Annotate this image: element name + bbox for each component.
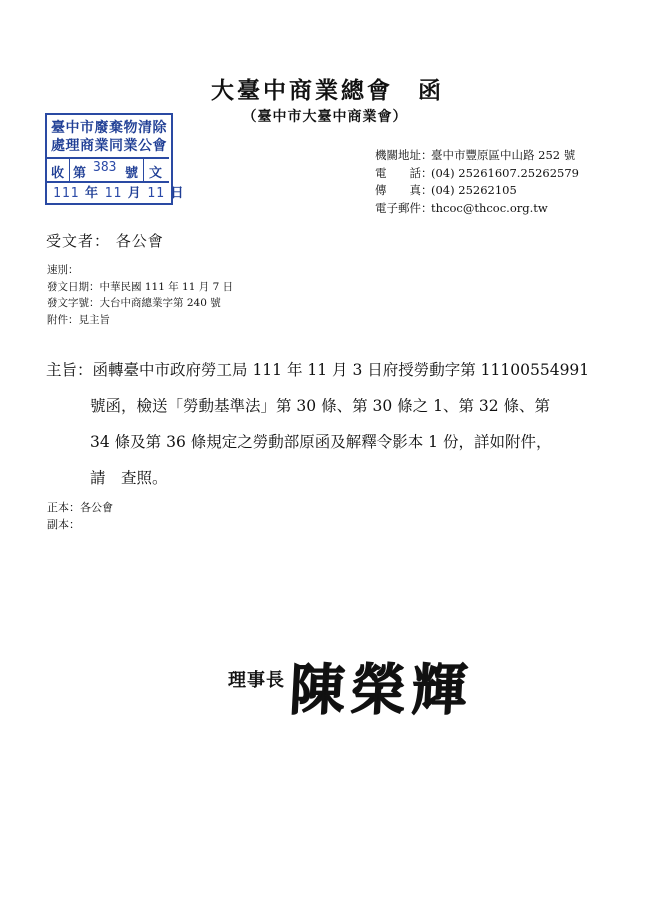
subject-line-4: 請 查照。 bbox=[90, 469, 168, 487]
original-label: 正本： bbox=[47, 501, 80, 514]
address-row bbox=[375, 147, 579, 165]
stamp-date bbox=[53, 182, 185, 201]
stamp-number-row bbox=[45, 157, 169, 183]
address-value: 臺中市豐原區中山路 252 號 bbox=[431, 148, 576, 162]
stamp-org-line1: 臺中市廢棄物清除 bbox=[51, 120, 167, 136]
fax-value: (04) 25262105 bbox=[431, 183, 517, 197]
received-stamp bbox=[45, 113, 185, 205]
recipient bbox=[46, 230, 164, 251]
subject-line-2: 號函，檢送「勞動基準法」第 30 條、第 30 條之 1、第 32 條、第 bbox=[90, 397, 551, 415]
reference-value: 大台中商總業字第 240 號 bbox=[99, 297, 221, 309]
stamp-hao-label: 號 bbox=[125, 166, 139, 181]
reference-row bbox=[47, 295, 233, 312]
document-meta bbox=[47, 262, 233, 328]
speed-row: 速別： bbox=[47, 264, 79, 276]
original-value: 各公會 bbox=[80, 501, 113, 514]
stamp-org-line2: 處理商業同業公會 bbox=[51, 138, 167, 154]
subject-line-1 bbox=[46, 352, 616, 388]
attachment-value: 見主旨 bbox=[78, 313, 110, 326]
signature-block bbox=[228, 640, 478, 720]
subject-line-3: 34 條及第 36 條規定之勞動部原函及解釋令影本 1 份，詳如附件， bbox=[90, 433, 552, 451]
phone-value: (04) 25261607.25262579 bbox=[431, 165, 579, 180]
date-row bbox=[47, 279, 233, 296]
stamp-number: 383 bbox=[93, 160, 117, 175]
recipient-value: 各公會 bbox=[115, 232, 164, 250]
contact-block bbox=[375, 147, 579, 217]
reference-label: 發文字號： bbox=[47, 297, 100, 309]
stamp-recv-label: 收 bbox=[51, 166, 65, 181]
stamp-year-label: 年 bbox=[85, 186, 100, 201]
phone-label: 電 話： bbox=[375, 165, 433, 180]
stamp-day: 11 bbox=[147, 186, 165, 201]
stamp-divider bbox=[143, 159, 144, 181]
stamp-divider bbox=[69, 159, 70, 181]
subject-text-1: 函轉臺中市政府勞工局 111 年 11 月 3 日府授勞動字第 11100554991 bbox=[92, 361, 590, 379]
address-label: 機關地址： bbox=[375, 148, 433, 162]
distribution bbox=[47, 499, 113, 533]
email-row bbox=[375, 200, 579, 218]
document-type: 函 bbox=[418, 77, 443, 104]
document-subtitle: （臺中市大臺中商業會） bbox=[242, 109, 408, 125]
attachment-label: 附件： bbox=[47, 313, 79, 326]
subject bbox=[46, 352, 616, 496]
date-value: 中華民國 111 年 11 月 7 日 bbox=[99, 280, 234, 293]
signatory-title: 理事長 bbox=[228, 670, 285, 691]
stamp-wen-label: 文 bbox=[149, 166, 163, 181]
stamp-di-label: 第 bbox=[73, 166, 87, 181]
attachment-row bbox=[47, 312, 233, 329]
issuing-org: 大臺中商業總會 bbox=[211, 77, 393, 104]
subject-label: 主旨： bbox=[46, 361, 93, 379]
copy-row: 副本： bbox=[47, 518, 80, 531]
fax-label: 傳 真： bbox=[375, 183, 433, 197]
fax-row bbox=[375, 182, 579, 200]
stamp-day-label: 日 bbox=[170, 186, 185, 201]
date-label: 發文日期： bbox=[47, 280, 100, 293]
email-value: thcoc@thcoc.org.tw bbox=[431, 200, 548, 215]
stamp-month-label: 月 bbox=[127, 186, 142, 201]
email-label: 電子郵件： bbox=[375, 200, 433, 215]
stamp-year: 111 bbox=[53, 186, 80, 201]
original-row bbox=[47, 499, 113, 516]
phone-row bbox=[375, 165, 579, 183]
document-title bbox=[0, 72, 650, 105]
signatory-name: 陳榮輝 bbox=[288, 657, 475, 722]
recipient-label: 受文者： bbox=[46, 232, 111, 250]
stamp-month: 11 bbox=[104, 186, 123, 201]
